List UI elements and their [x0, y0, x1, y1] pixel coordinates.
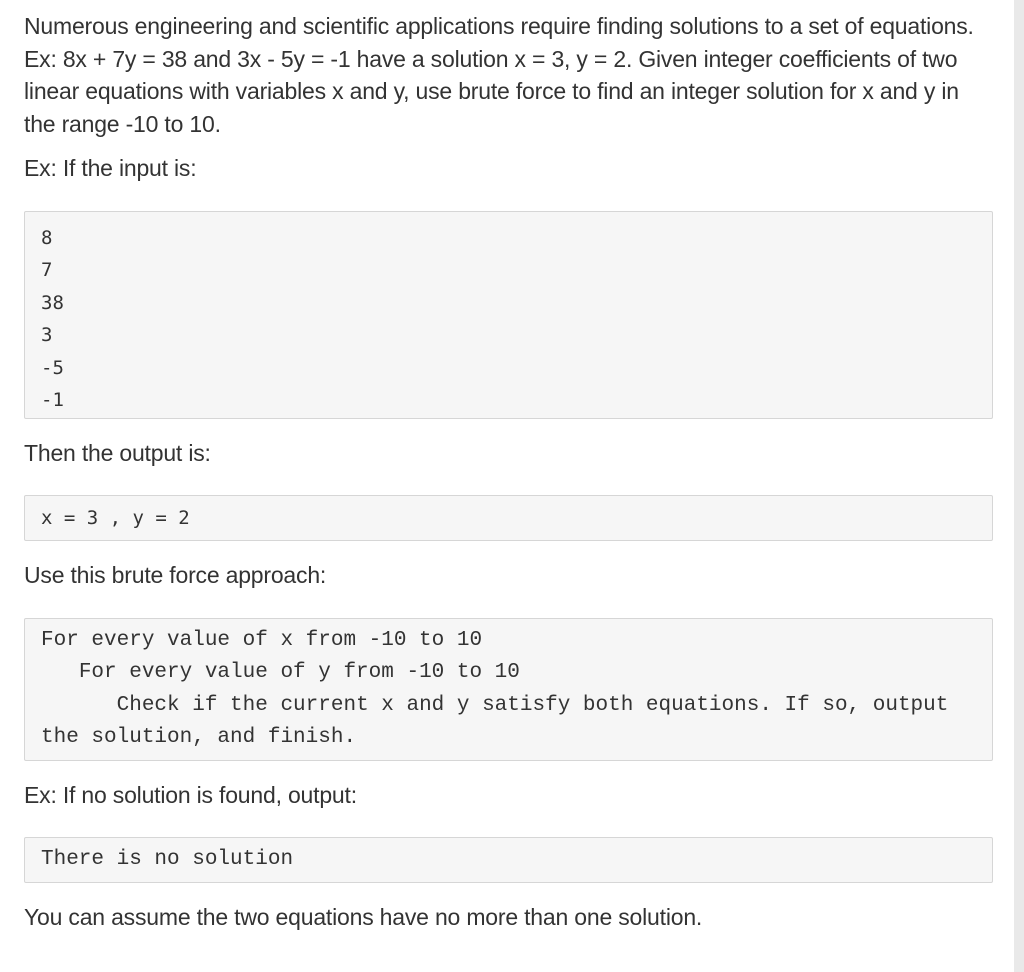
closing-note: You can assume the two equations have no more than one solution. — [24, 904, 703, 930]
pseudocode-line: Check if the current x and y satisfy both equations. If so, output the solution, and finish. — [41, 693, 961, 749]
input-line: 7 — [41, 259, 53, 281]
input-example-label: Ex: If the input is: — [24, 155, 197, 181]
approach-label: Use this brute force approach: — [24, 562, 327, 588]
no-solution-output-block: There is no solution — [24, 837, 993, 883]
input-line: 38 — [41, 291, 64, 314]
approach-pseudocode-block — [24, 618, 993, 761]
output-example-label: Then the output is: — [24, 439, 211, 466]
scrollbar-track[interactable] — [1014, 0, 1024, 972]
input-line: -5 — [41, 356, 64, 379]
pseudocode-line: For every value of x from -10 to 10 — [41, 628, 483, 652]
example-input-block — [24, 211, 993, 419]
example-output-block: x = 3 , y = 2 — [24, 495, 993, 541]
input-line: 3 — [41, 324, 53, 346]
pseudocode-line: For every value of y from -10 to 10 — [41, 661, 520, 684]
problem-statement — [24, 10, 992, 934]
input-line: 8 — [41, 226, 53, 249]
no-solution-label: Ex: If no solution is found, output: — [24, 781, 357, 808]
input-line: -1 — [41, 389, 64, 411]
intro-paragraph: Numerous engineering and scientific applications require finding solutions to a set of equations. Ex: 8x + 7y = 38 and 3x - 5y = -1 have a solution x = 3, y = 2. Given integer coefficients of two linear equations with variables x and y, use brute force to find an integer solution for x and y in the range -10 to 10. — [24, 13, 974, 137]
